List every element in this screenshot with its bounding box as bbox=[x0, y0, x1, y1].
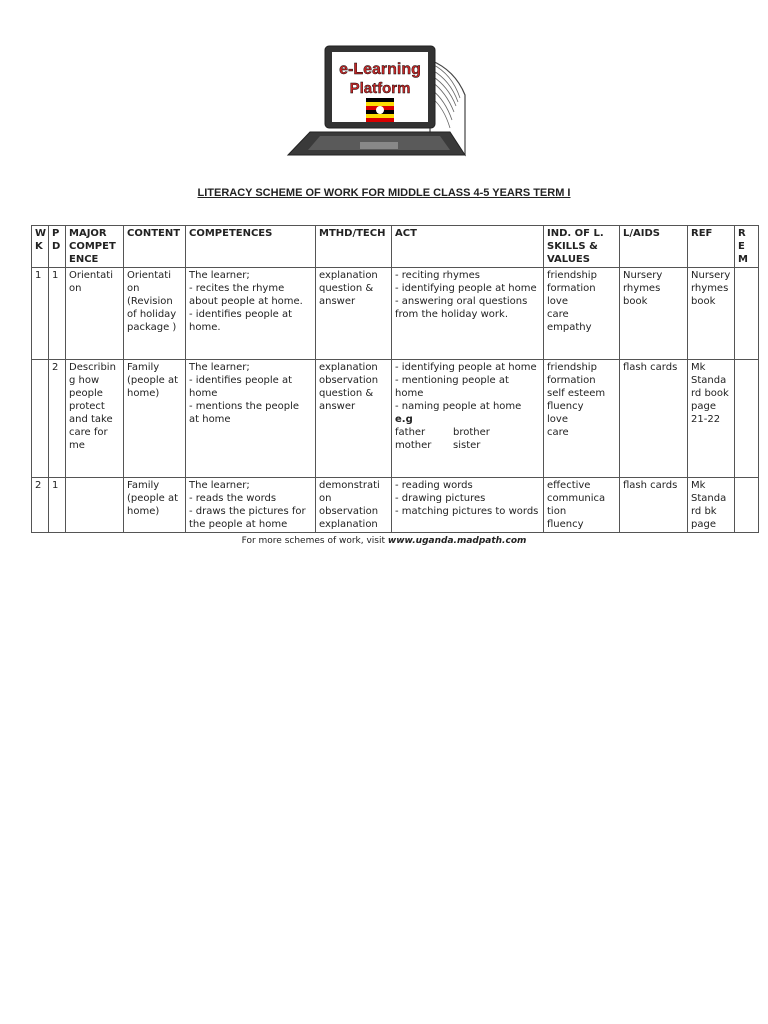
indicator-line: effective communica tion bbox=[547, 480, 606, 517]
e-learning-platform-logo bbox=[280, 40, 470, 175]
cell-ref: Nursery rhymes book bbox=[688, 268, 735, 360]
cell-method bbox=[316, 360, 392, 478]
table-header-row bbox=[32, 226, 759, 268]
cell-wk: 2 bbox=[32, 478, 49, 533]
cell-pd: 1 bbox=[49, 478, 66, 533]
indicator-line: fluency bbox=[547, 519, 584, 530]
method-line: demonstrati on bbox=[319, 480, 380, 504]
header-major-competence: MAJOR COMPET ENCE bbox=[66, 226, 124, 268]
header-aids: L/AIDS bbox=[620, 226, 688, 268]
act-line: - identifying people at home bbox=[395, 283, 537, 294]
cell-content: Family (people at home) bbox=[124, 478, 186, 533]
act-line: - naming people at home bbox=[395, 401, 522, 412]
cell-pd: 1 bbox=[49, 268, 66, 360]
cell-pd: 2 bbox=[49, 360, 66, 478]
uganda-flag-icon bbox=[366, 98, 394, 122]
header-competences: COMPETENCES bbox=[186, 226, 316, 268]
indicator-line: love bbox=[547, 296, 568, 307]
header-rem: R E M bbox=[735, 226, 759, 268]
method-line: observation bbox=[319, 375, 379, 386]
document-title: LITERACY SCHEME OF WORK FOR MIDDLE CLASS 4-5 YEARS TERM I bbox=[197, 187, 571, 199]
cell-ref: Mk Standa rd book page 21-22 bbox=[688, 360, 735, 478]
act-example-label: e.g bbox=[395, 414, 413, 425]
indicator-line: love bbox=[547, 414, 568, 425]
table-row bbox=[32, 478, 759, 533]
cell-act bbox=[392, 268, 544, 360]
logo-text-line1: e-Learning bbox=[339, 61, 421, 78]
act-example-pair bbox=[395, 426, 540, 439]
act-line: - reciting rhymes bbox=[395, 270, 480, 281]
scheme-of-work-table bbox=[31, 225, 759, 533]
cell-ref: Mk Standa rd bk page bbox=[688, 478, 735, 533]
cell-major bbox=[66, 478, 124, 533]
header-ref: REF bbox=[688, 226, 735, 268]
cell-act bbox=[392, 478, 544, 533]
competence-line: - recites the rhyme about people at home. bbox=[189, 283, 303, 307]
method-line: explanation bbox=[319, 362, 378, 373]
logo-text-line2: Platform bbox=[349, 80, 411, 97]
footer-note bbox=[0, 536, 768, 546]
act-example-pair bbox=[395, 439, 540, 452]
cell-rem bbox=[735, 360, 759, 478]
footer-link[interactable]: www.uganda.madpath.com bbox=[387, 536, 527, 546]
competence-line: - mentions the people at home bbox=[189, 401, 300, 425]
cell-aids: flash cards bbox=[620, 360, 688, 478]
cell-act bbox=[392, 360, 544, 478]
indicator-line: care bbox=[547, 309, 569, 320]
competence-line: - identifies people at home. bbox=[189, 309, 293, 333]
competence-line: - draws the pictures for the people at home bbox=[189, 506, 306, 530]
table-row bbox=[32, 360, 759, 478]
indicator-line: friendship formation bbox=[547, 270, 597, 294]
cell-method bbox=[316, 268, 392, 360]
cell-competences bbox=[186, 360, 316, 478]
indicator-line: empathy bbox=[547, 322, 592, 333]
competence-line: The learner; bbox=[189, 270, 250, 281]
header-content: CONTENT bbox=[124, 226, 186, 268]
footer-text: For more schemes of work, visit bbox=[241, 536, 388, 546]
cell-indicators bbox=[544, 478, 620, 533]
act-line: - mentioning people at home bbox=[395, 375, 509, 399]
competence-line: - identifies people at home bbox=[189, 375, 293, 399]
header-pd: P D bbox=[49, 226, 66, 268]
header-act: ACT bbox=[392, 226, 544, 268]
method-line: explanation bbox=[319, 519, 378, 530]
example-word: father bbox=[395, 427, 426, 438]
header-method: MTHD/TECH bbox=[316, 226, 392, 268]
cell-wk: 1 bbox=[32, 268, 49, 360]
cell-major: Describin g how people protect and take care for me bbox=[66, 360, 124, 478]
competence-line: The learner; bbox=[189, 480, 250, 491]
cell-wk bbox=[32, 360, 49, 478]
indicator-line: self esteem bbox=[547, 388, 606, 399]
cell-method bbox=[316, 478, 392, 533]
cell-rem bbox=[735, 478, 759, 533]
method-line: explanation bbox=[319, 270, 378, 281]
cell-aids: Nursery rhymes book bbox=[620, 268, 688, 360]
cell-competences bbox=[186, 268, 316, 360]
act-line: - drawing pictures bbox=[395, 493, 486, 504]
act-line: - answering oral questions from the holiday work. bbox=[395, 296, 528, 320]
cell-indicators bbox=[544, 360, 620, 478]
method-line: question & answer bbox=[319, 388, 374, 412]
act-line: - matching pictures to words bbox=[395, 506, 539, 517]
cell-content: Family (people at home) bbox=[124, 360, 186, 478]
table-row bbox=[32, 268, 759, 360]
method-line: question & answer bbox=[319, 283, 374, 307]
act-line: - identifying people at home bbox=[395, 362, 537, 373]
cell-content: Orientati on (Revision of holiday package ) bbox=[124, 268, 186, 360]
cell-rem bbox=[735, 268, 759, 360]
header-wk: W K bbox=[32, 226, 49, 268]
example-word: sister bbox=[453, 440, 481, 451]
indicator-line: fluency bbox=[547, 401, 584, 412]
act-line: - reading words bbox=[395, 480, 473, 491]
indicator-line: friendship formation bbox=[547, 362, 597, 386]
indicator-line: care bbox=[547, 427, 569, 438]
competence-line: The learner; bbox=[189, 362, 250, 373]
method-line: observation bbox=[319, 506, 379, 517]
cell-major: Orientati on bbox=[66, 268, 124, 360]
example-word: mother bbox=[395, 440, 432, 451]
competence-line: - reads the words bbox=[189, 493, 277, 504]
header-indicators: IND. OF L. SKILLS & VALUES bbox=[544, 226, 620, 268]
cell-aids: flash cards bbox=[620, 478, 688, 533]
cell-indicators bbox=[544, 268, 620, 360]
example-word: brother bbox=[453, 427, 490, 438]
cell-competences bbox=[186, 478, 316, 533]
